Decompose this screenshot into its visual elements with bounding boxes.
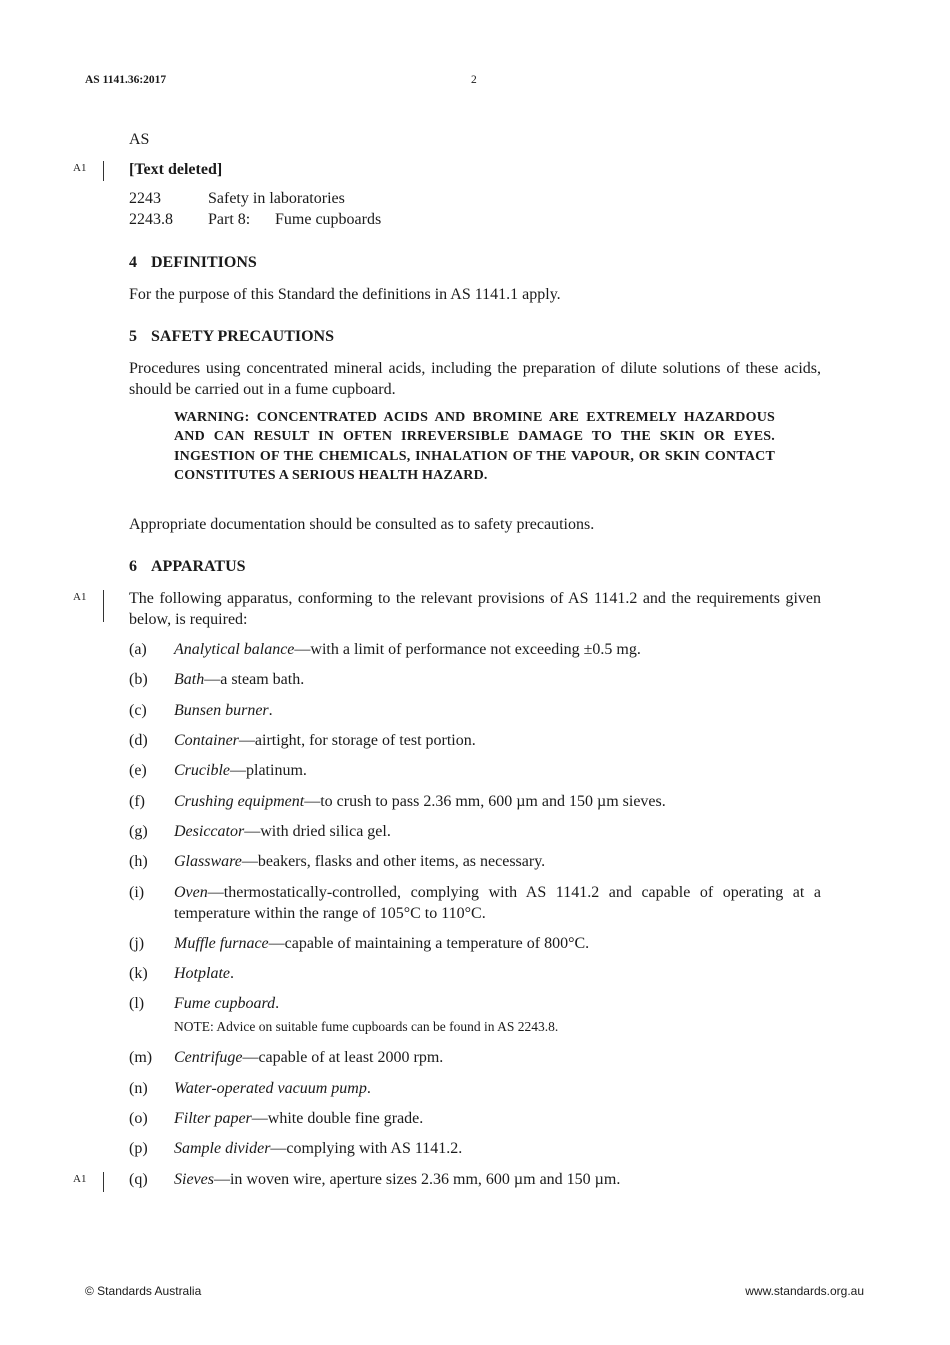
section-title: APPARATUS	[151, 558, 246, 575]
apparatus-item: (i) Oven—thermostatically-controlled, complying with AS 1141.2 and capable of operating at a temperature within the range of 105°C to 110°C.	[129, 884, 821, 922]
apparatus-item: (n) Water-operated vacuum pump.	[129, 1080, 371, 1097]
deleted-text: [Text deleted]	[129, 161, 223, 178]
amendment-mark: A1	[73, 591, 87, 603]
series-label: AS	[129, 131, 150, 148]
section-title: DEFINITIONS	[151, 254, 257, 271]
section-number: 4	[129, 254, 137, 271]
reference-code: 2243	[129, 190, 161, 207]
amendment-bar	[103, 1172, 104, 1192]
apparatus-item: (m) Centrifuge—capable of at least 2000 rpm.	[129, 1049, 444, 1066]
apparatus-item: (f) Crushing equipment—to crush to pass 2.36 mm, 600 µm and 150 µm sieves.	[129, 793, 666, 810]
section-4-text: For the purpose of this Standard the definitions in AS 1141.1 apply.	[129, 286, 561, 303]
apparatus-item: (p) Sample divider—complying with AS 1141.2.	[129, 1140, 463, 1157]
footer-website-link[interactable]: www.standards.org.au	[745, 1284, 864, 1298]
apparatus-item: (e) Crucible—platinum.	[129, 762, 307, 779]
apparatus-item: (j) Muffle furnace—capable of maintaining a temperature of 800°C.	[129, 935, 590, 952]
section-number: 5	[129, 328, 137, 345]
reference-part: Safety in laboratories	[208, 190, 345, 207]
section-6-intro: The following apparatus, conforming to the relevant provisions of AS 1141.2 and the requirements given below, is required:	[129, 590, 821, 628]
apparatus-item: (l) Fume cupboard.	[129, 995, 280, 1012]
reference-row	[129, 190, 345, 208]
note-text: NOTE: Advice on suitable fume cupboards can be found in AS 2243.8.	[174, 1019, 559, 1034]
section-title: SAFETY PRECAUTIONS	[151, 328, 334, 345]
reference-code: 2243.8	[129, 211, 173, 228]
reference-part: Part 8:	[208, 211, 251, 228]
apparatus-item: (c) Bunsen burner.	[129, 702, 273, 719]
section-5-text-2: Appropriate documentation should be consulted as to safety precautions.	[129, 516, 595, 533]
warning-text: WARNING: CONCENTRATED ACIDS AND BROMINE ARE EXTREMELY HAZARDOUS AND CAN RESULT IN OFTEN IRREVERSIBLE DAMAGE TO THE SKIN OR EYES. INGESTION OF THE CHEMICALS, INHALATION OF THE VAPOUR, OR SKIN CONTACT CONSTITUTES A SERIOUS HEALTH HAZARD.	[174, 410, 775, 483]
page-number: 2	[471, 74, 477, 86]
reference-row	[129, 211, 381, 229]
apparatus-item: (b) Bath—a steam bath.	[129, 671, 305, 688]
amendment-mark: A1	[73, 1173, 87, 1185]
section-4-heading	[129, 254, 257, 272]
section-number: 6	[129, 558, 137, 575]
section-5-heading	[129, 328, 334, 346]
apparatus-item: (q) Sieves—in woven wire, aperture sizes 2.36 mm, 600 µm and 150 µm.	[129, 1171, 621, 1188]
apparatus-item: (a) Analytical balance—with a limit of performance not exceeding ±0.5 mg.	[129, 641, 641, 658]
document-id: AS 1141.36:2017	[85, 74, 167, 86]
amendment-bar	[103, 590, 104, 622]
apparatus-item: (d) Container—airtight, for storage of test portion.	[129, 732, 476, 749]
reference-title: Fume cupboards	[275, 211, 382, 228]
footer-copyright: © Standards Australia	[85, 1284, 202, 1298]
amendment-bar	[103, 161, 104, 181]
apparatus-item: (k) Hotplate.	[129, 965, 234, 982]
amendment-mark: A1	[73, 162, 87, 174]
apparatus-item: (h) Glassware—beakers, flasks and other items, as necessary.	[129, 853, 546, 870]
apparatus-item: (o) Filter paper—white double fine grade.	[129, 1110, 424, 1127]
section-6-heading	[129, 558, 246, 576]
section-5-text: Procedures using concentrated mineral acids, including the preparation of dilute solutions of these acids, should be carried out in a fume cupboard.	[129, 360, 821, 398]
apparatus-item: (g) Desiccator—with dried silica gel.	[129, 823, 391, 840]
